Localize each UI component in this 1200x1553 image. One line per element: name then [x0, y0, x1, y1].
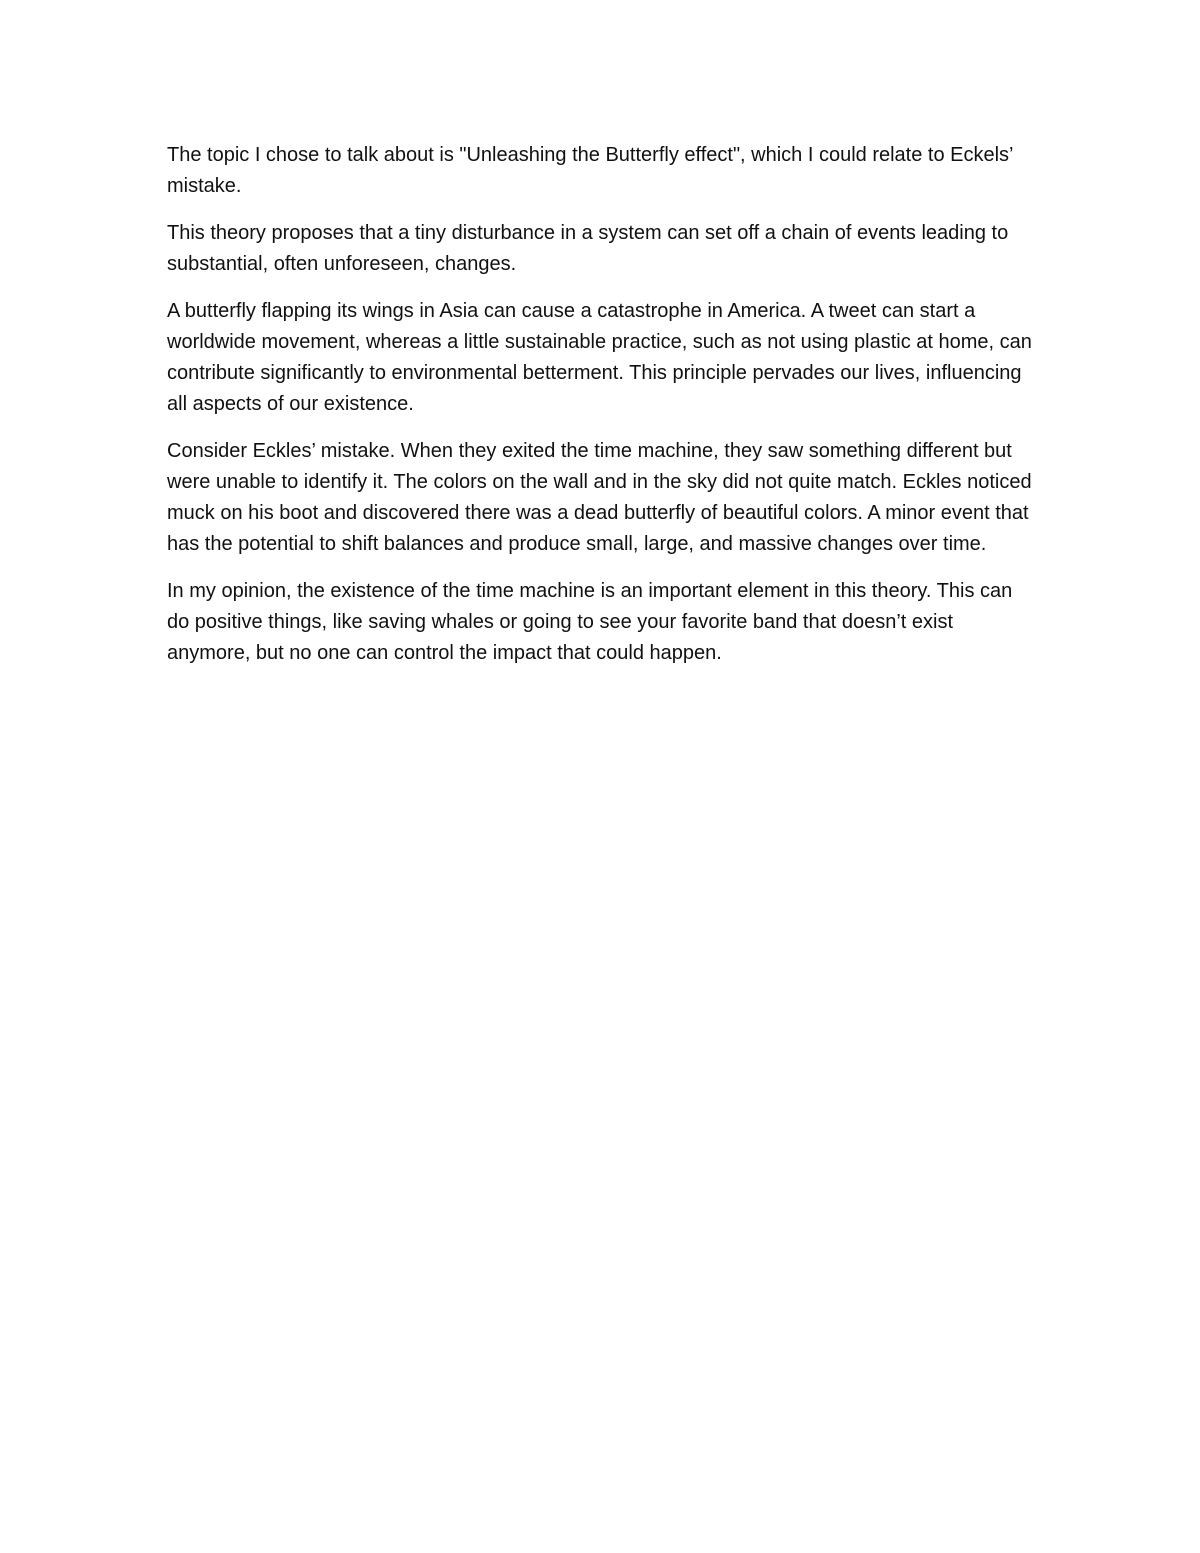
document-body: [167, 140, 1035, 685]
paragraph-opinion: In my opinion, the existence of the time machine is an important element in this theory. This can do positive things, like saving whales or going to see your favorite band that doesn’t exist anymore, but no one can control the impact that could happen.: [167, 580, 1013, 664]
paragraph-theory: This theory proposes that a tiny disturbance in a system can set off a chain of events leading to substantial, often unforeseen, changes.: [167, 222, 1009, 275]
paragraph-topic: The topic I chose to talk about is "Unleashing the Butterfly effect", which I could relate to Eckels’ mistake.: [167, 144, 1013, 197]
paragraph-examples: A butterfly flapping its wings in Asia can cause a catastrophe in America. A tweet can start a worldwide movement, whereas a little sustainable practice, such as not using plastic at home, can contribute significantly to environmental betterment. This principle pervades our lives, influencing all aspects of our existence.: [167, 300, 1032, 415]
paragraph-eckles-mistake: Consider Eckles’ mistake. When they exited the time machine, they saw something different but were unable to identify it. The colors on the wall and in the sky did not quite match. Eckles noticed muck on his boot and discovered there was a dead butterfly of beautiful colors. A minor event that has the potential to shift balances and produce small, large, and massive changes over time.: [167, 440, 1032, 555]
